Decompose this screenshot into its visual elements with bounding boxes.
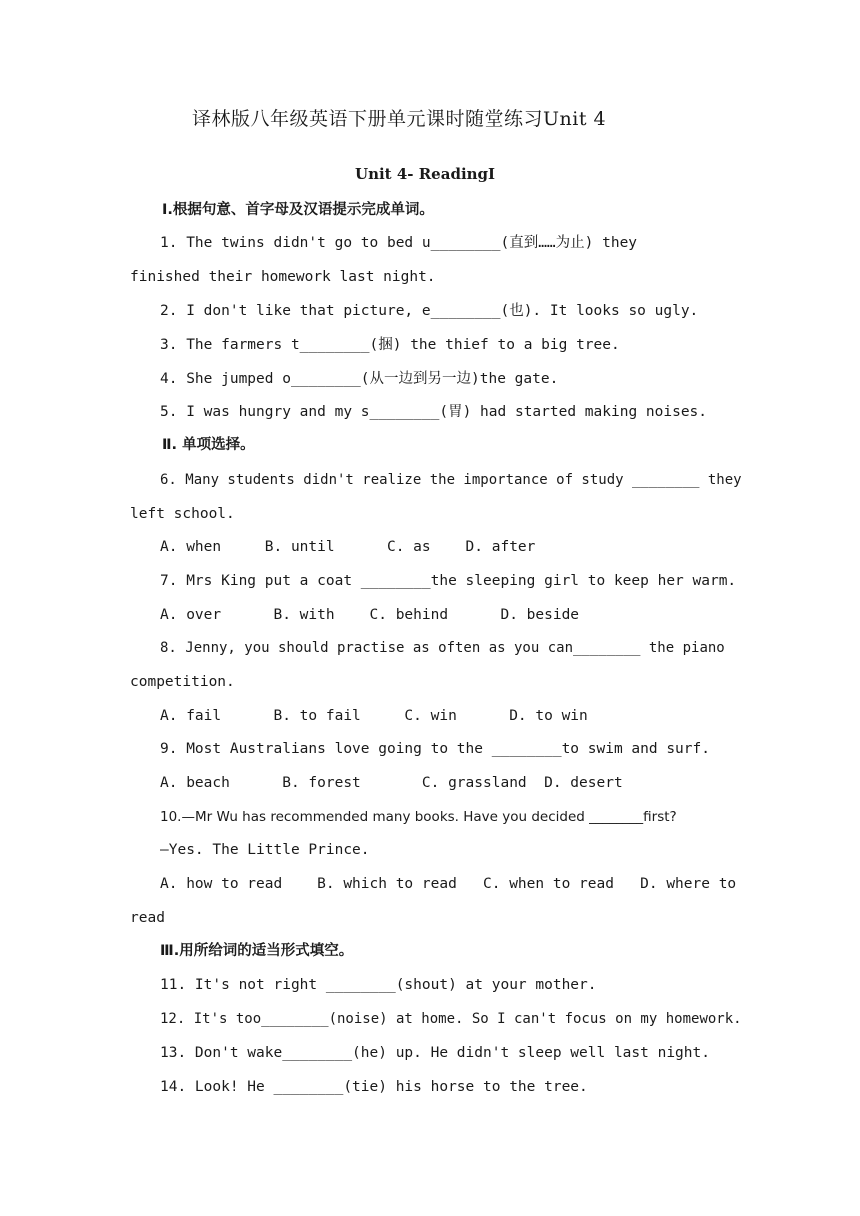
question-10-options: A. how to read B. which to read C. when to read D. where to bbox=[160, 876, 737, 892]
question-1-line-2: finished their homework last night. bbox=[130, 269, 436, 285]
question-10-line-1: 10.—Mr Wu has recommended many books. Have you decided ________first? bbox=[160, 809, 677, 825]
section-2-heading: Ⅱ. 单项选择。 bbox=[162, 437, 255, 453]
question-8-line-2: competition. bbox=[130, 674, 235, 690]
question-5: 5. I was hungry and my s________(胃) had started making noises. bbox=[160, 404, 708, 420]
question-12: 12. It's too________(noise) at home. So I can't focus on my homework. bbox=[160, 1011, 742, 1027]
question-11: 11. It's not right ________(shout) at your mother. bbox=[160, 977, 597, 993]
question-14: 14. Look! He ________(tie) his horse to the tree. bbox=[160, 1079, 588, 1095]
question-10-line-3: read bbox=[130, 910, 165, 926]
question-1-line-1: 1. The twins didn't go to bed u________(直到……为止) they bbox=[160, 235, 638, 251]
question-13: 13. Don't wake________(he) up. He didn't sleep well last night. bbox=[160, 1045, 710, 1061]
question-7: 7. Mrs King put a coat ________the sleeping girl to keep her warm. bbox=[160, 573, 737, 589]
question-6-line-2: left school. bbox=[130, 506, 235, 522]
question-4: 4. She jumped o________(从一边到另一边)the gate. bbox=[160, 371, 559, 387]
question-10-line-2: —Yes. The Little Prince. bbox=[160, 842, 370, 858]
question-2: 2. I don't like that picture, e________(也). It looks so ugly. bbox=[160, 303, 699, 319]
question-7-options: A. over B. with C. behind D. beside bbox=[160, 607, 580, 623]
section-3-heading: Ⅲ.用所给词的适当形式填空。 bbox=[160, 943, 354, 959]
question-9-options: A. beach B. forest C. grassland D. desert bbox=[160, 775, 623, 791]
question-3: 3. The farmers t________(捆) the thief to a big tree. bbox=[160, 337, 620, 353]
question-9: 9. Most Australians love going to the ________to swim and surf. bbox=[160, 741, 710, 757]
section-1-heading: Ⅰ.根据句意、首字母及汉语提示完成单词。 bbox=[162, 202, 434, 218]
lesson-subtitle: Unit 4- ReadingⅠ bbox=[355, 165, 496, 183]
question-6-options: A. when B. until C. as D. after bbox=[160, 539, 536, 555]
question-8-line-1: 8. Jenny, you should practise as often as you can________ the piano bbox=[160, 640, 725, 656]
question-6-line-1: 6. Many students didn't realize the importance of study ________ they bbox=[160, 472, 742, 488]
question-8-options: A. fail B. to fail C. win D. to win bbox=[160, 708, 588, 724]
page-title: 译林版八年级英语下册单元课时随堂练习Unit 4 bbox=[192, 108, 607, 130]
